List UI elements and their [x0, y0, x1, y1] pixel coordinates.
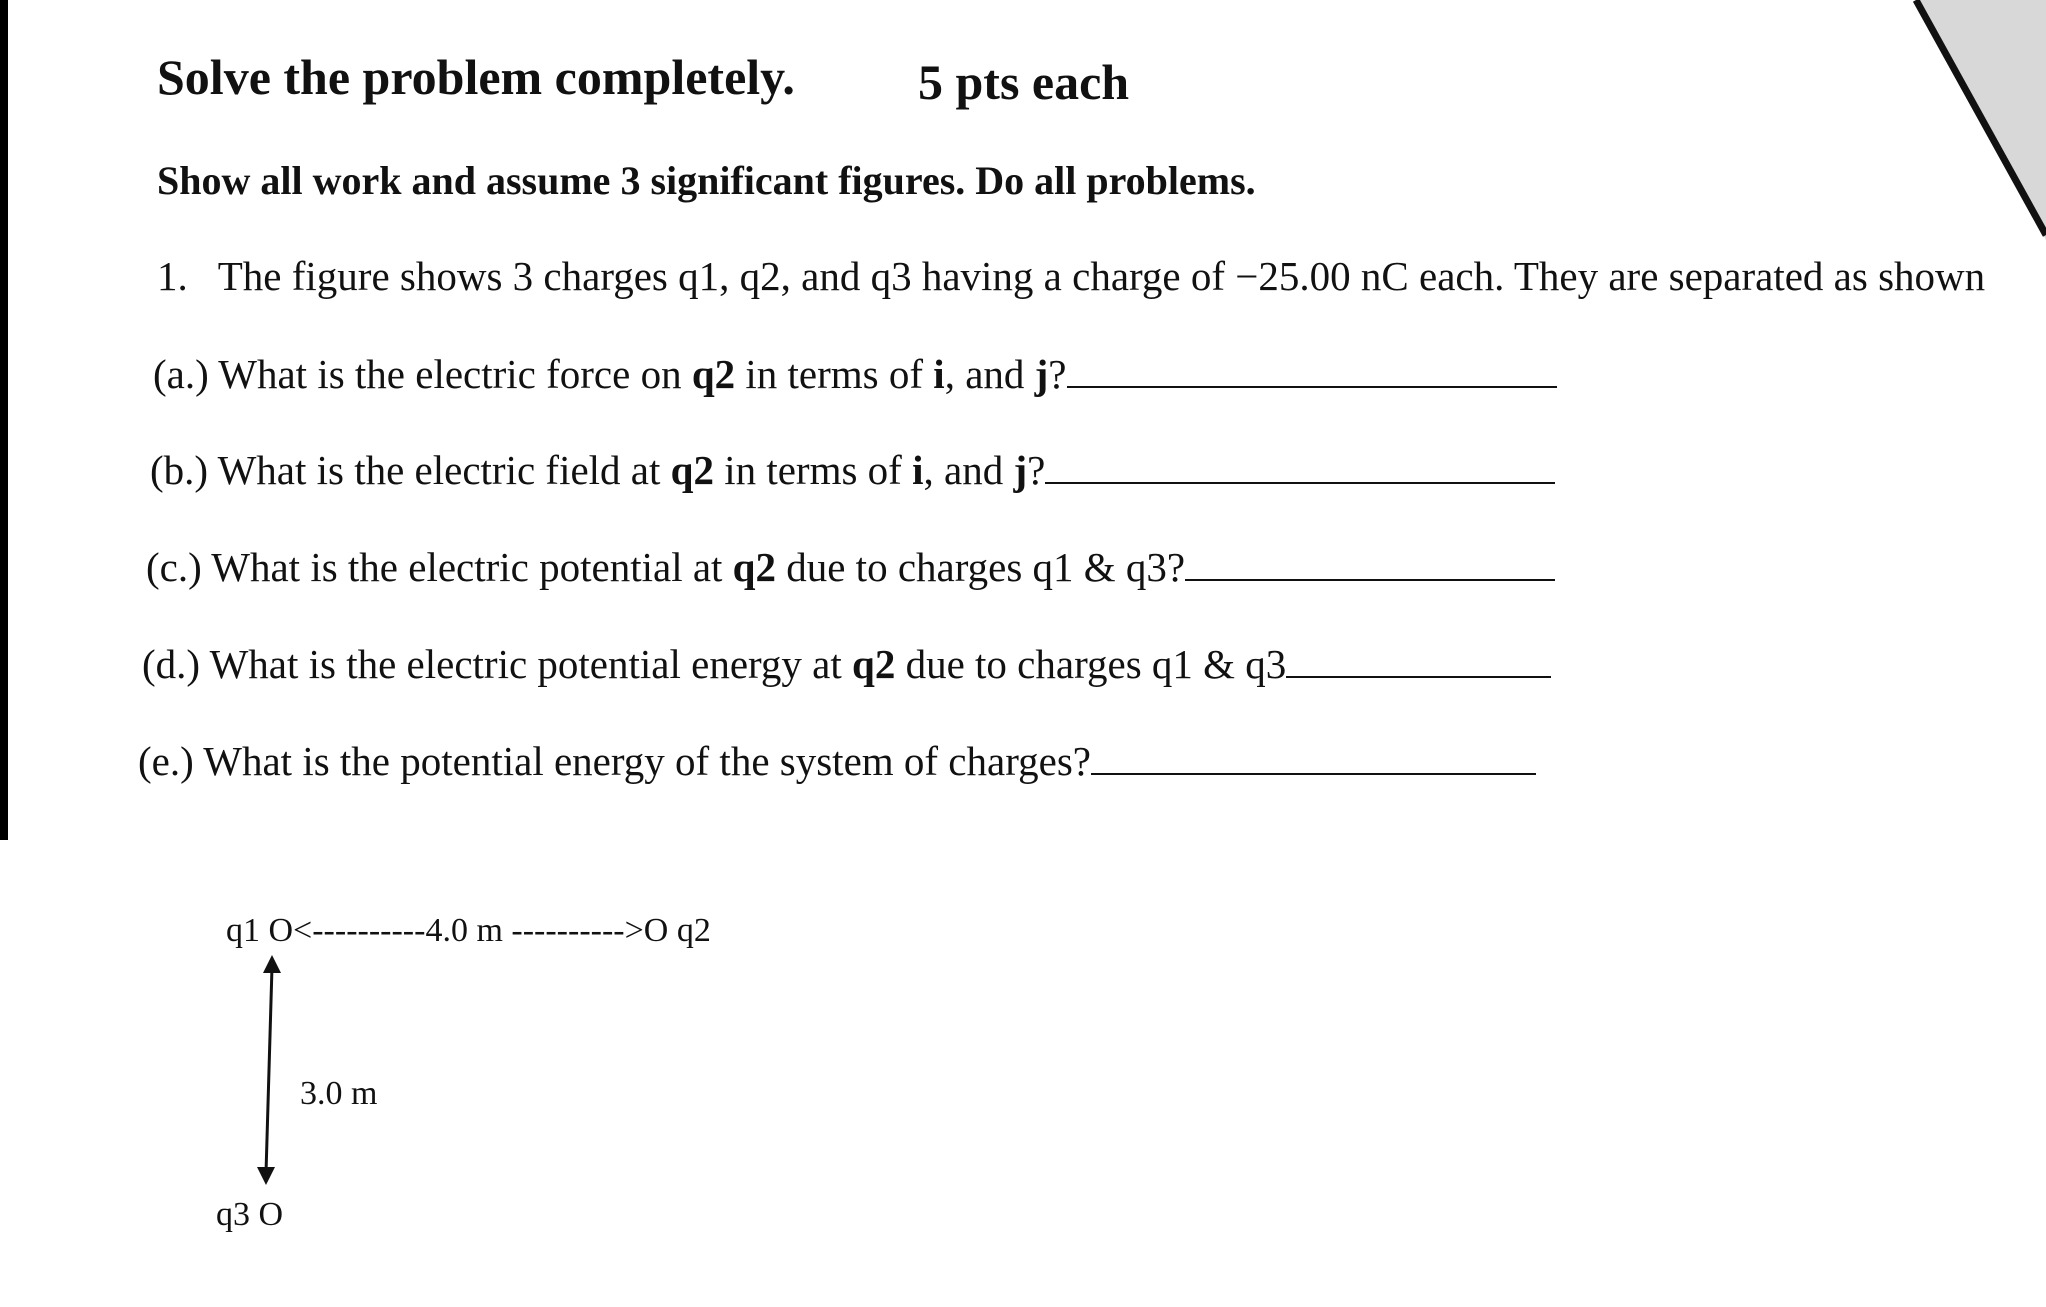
answer-blank-c[interactable]	[1185, 545, 1555, 581]
question-text: What is the electric field at	[217, 447, 661, 493]
charge-q2: q2	[691, 351, 736, 397]
question-label: (a.)	[153, 351, 209, 397]
question-label: (d.)	[142, 641, 201, 687]
question-text: What is the electric potential energy at	[209, 641, 842, 687]
question-label: (e.)	[138, 738, 194, 784]
question-text: in terms of	[745, 351, 924, 397]
answer-blank-d[interactable]	[1286, 642, 1551, 678]
unit-vector-i: i	[933, 351, 945, 397]
charge-q3-label: q3 O	[216, 1196, 284, 1233]
vertical-distance-arrow	[250, 955, 290, 1185]
question-e	[138, 737, 1536, 785]
question-text: ?	[1027, 447, 1046, 493]
question-text: ?	[1048, 351, 1067, 397]
charge-q2: q2	[732, 544, 776, 590]
question-b	[150, 446, 1555, 494]
question-text: , and	[944, 351, 1025, 397]
charge-q2: q2	[670, 447, 714, 493]
answer-blank-e[interactable]	[1091, 739, 1536, 775]
problem-statement	[157, 252, 1985, 300]
worksheet-title: Solve the problem completely.	[157, 49, 795, 105]
vertical-distance-label: 3.0 m	[300, 1075, 378, 1112]
answer-blank-b[interactable]	[1045, 448, 1555, 484]
question-a	[153, 350, 1557, 398]
question-text: due to charges q1 & q3?	[786, 544, 1186, 590]
unit-vector-j: j	[1013, 447, 1028, 493]
question-label: (c.)	[146, 544, 202, 590]
unit-vector-j: j	[1034, 351, 1049, 397]
page-corner-fold	[1886, 0, 2046, 240]
question-label: (b.)	[150, 447, 209, 493]
question-d	[142, 640, 1551, 688]
question-c	[146, 543, 1555, 591]
question-text: What is the electric potential at	[211, 544, 723, 590]
instructions: Show all work and assume 3 significant figures. Do all problems.	[157, 158, 1256, 203]
question-text: due to charges q1 & q3	[905, 641, 1287, 687]
question-text: What is the potential energy of the system of charges?	[203, 738, 1091, 784]
unit-vector-i: i	[912, 447, 924, 493]
question-text: What is the electric force on	[218, 351, 682, 397]
question-text: , and	[923, 447, 1004, 493]
points-label: 5 pts each	[918, 54, 1130, 110]
problem-text: The figure shows 3 charges q1, q2, and q3 having a charge of −25.00 nC each. They are separated as shown	[217, 253, 1986, 299]
problem-number: 1.	[157, 253, 188, 299]
figure-top-row: q1 O<----------4.0 m ---------->O q2	[226, 912, 711, 949]
charge-q2: q2	[852, 641, 896, 687]
question-text: in terms of	[724, 447, 902, 493]
answer-blank-a[interactable]	[1067, 352, 1557, 388]
page-edge-shadow	[0, 0, 8, 840]
